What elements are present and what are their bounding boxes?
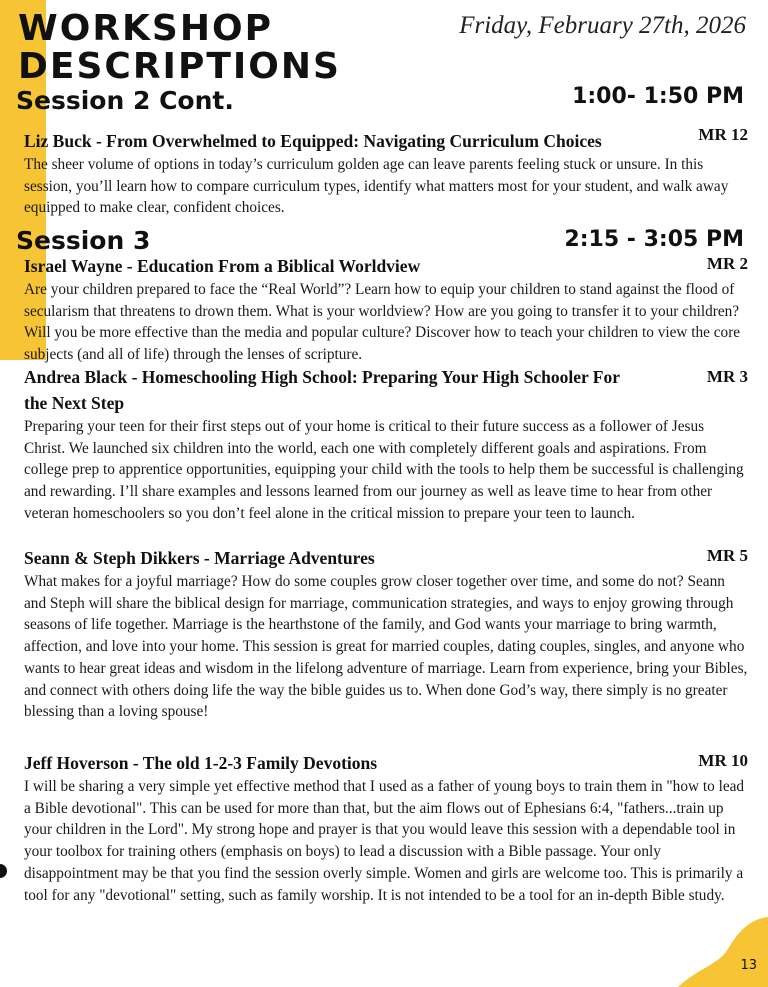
session-2-time: 1:00- 1:50 PM (572, 84, 744, 109)
event-date: Friday, February 27th, 2026 (459, 12, 746, 39)
room-label: MR 5 (706, 546, 748, 565)
session-2-heading: Session 2 Cont. (16, 86, 234, 115)
room-label: MR 2 (706, 254, 748, 273)
workshop-description: What makes for a joyful marriage? How do some couples grow closer together over time, and some do not? Seann and Steph will share the biblical design for marriage, communication strategies, and ways to enjoy growing through seasons of life together. Marriage is the hearthstone of the family, and God wants your marriage to bring warmth, affection, and love into your home. This session is great for married couples, dating couples, singles, and anyone who wants to hear great ideas and wisdom in the lifelong adventure of marriage. Learn from experience, bring your Bibles, and connect with others doing life the way the bible guides us to. When done God’s way, there simply is no greater blessing than a loving spouse! (24, 573, 748, 721)
workshop-jeff-hoverson (24, 750, 748, 906)
workshop-liz-buck (24, 125, 748, 219)
room-label: MR 10 (698, 751, 748, 770)
side-dot-decoration (0, 864, 7, 878)
session-3-time: 2:15 - 3:05 PM (564, 227, 744, 252)
workshop-title: Seann & Steph Dikkers - Marriage Adventures (24, 548, 375, 568)
workshop-description: Preparing your teen for their first steps out of your home is critical to their future success as a follower of Jesus Christ. We launched six children into the world, each one with completely different goals and aspirations. From college prep to apprentice opportunities, equipping your child with the tools to help them be successful is challenging and rewarding. I’ll share examples and lessons learned from our journey as well as leave time to hear from other veteran homeschoolers so you don’t feel alone in the critical mission to prepare your teen to launch. (24, 418, 744, 522)
workshop-title: Israel Wayne - Education From a Biblical Worldview (24, 256, 421, 276)
page-number: 13 (740, 958, 757, 973)
workshop-title: Jeff Hoverson - The old 1-2-3 Family Devotions (24, 753, 378, 773)
workshop-israel-wayne (24, 253, 748, 366)
workshop-andrea-black (24, 364, 748, 525)
workshop-description: I will be sharing a very simple yet effective method that I used as a father of young boys to train them in "how to lead a Bible devotional". This can be used for more than that, but the aim flows out of Ephesians 6:4, "fathers...train up your children in the Lord". My strong hope and prayer is that you would leave this session with a dependable tool in your toolbox for training others (emphasis on boys) to lead a discussion with a Bible passage. Your only disappointment may be that you find the session overly simple. Women and girls are welcome too. This is primarily a tool for any "devotional" setting, such as family worship. It is not intended to be a tool for an in-depth Bible study. (24, 778, 745, 904)
workshop-title: Andrea Black - Homeschooling High School: Preparing Your High Schooler For the Next Step (24, 367, 620, 413)
title-line-1: WORKSHOP (18, 8, 273, 49)
session-3-heading: Session 3 (16, 226, 151, 255)
workshop-title: Liz Buck - From Overwhelmed to Equipped: Navigating Curriculum Choices (24, 131, 602, 151)
page-title (18, 10, 341, 86)
workshop-description: Are your children prepared to face the “Real World”? Learn how to equip your children to stand against the flood of secularism that threatens to drown them. What is your worldview? How are you going to transfer it to your children? Will you be more effective than the media and popular culture? Discover how to teach your children to view the core subjects (and all of life) through the lenses of scripture. (24, 281, 741, 364)
corner-decoration (678, 917, 768, 987)
workshop-description: The sheer volume of options in today’s curriculum golden age can leave parents feeling stuck or unsure. In this session, you’ll learn how to compare curriculum types, identify what matters most for your student, and walk away equipped to make clear, confident choices. (24, 156, 729, 217)
room-label: MR 3 (706, 367, 748, 386)
room-label: MR 12 (698, 125, 748, 144)
title-line-2: DESCRIPTIONS (18, 46, 341, 87)
workshop-dikkers (24, 545, 748, 723)
